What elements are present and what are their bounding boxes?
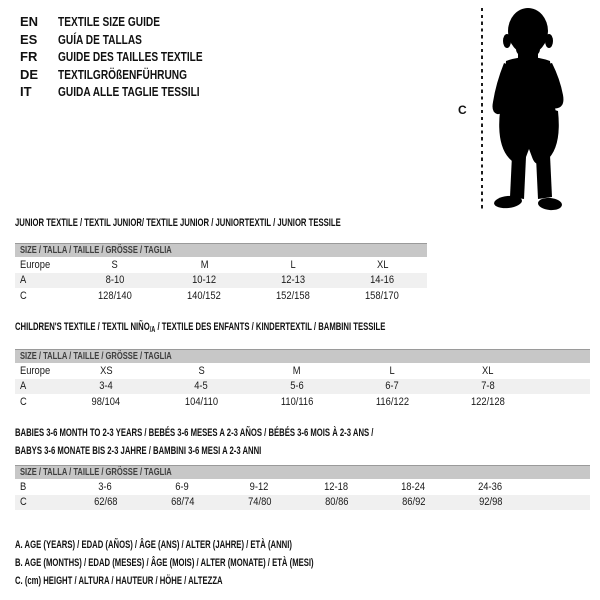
spacer-cell [535, 363, 590, 379]
lang-code: IT [20, 84, 32, 100]
cell: 62/68 [93, 496, 117, 509]
lang-row-de [20, 66, 243, 84]
spacer-cell [529, 479, 590, 495]
cell: M [200, 258, 208, 271]
spacer-cell [535, 394, 590, 410]
cell: S [111, 258, 119, 271]
row-label: C [20, 289, 27, 302]
cell: 92/98 [478, 496, 503, 509]
cell: M [292, 364, 301, 377]
section-babies-textile [15, 424, 590, 510]
cell: 98/104 [91, 395, 121, 408]
subscript: /A [149, 325, 156, 334]
size-table-children [15, 363, 590, 410]
cell: 5-6 [289, 380, 304, 393]
cell: 122/128 [470, 395, 505, 408]
spacer-cell [535, 379, 590, 395]
cell: 152/158 [276, 289, 310, 302]
section-title: BABIES 3-6 MONTH TO 2-3 YEARS / BEBÉS 3-6 MESES A 2-3 AÑOS / BÉBÉS 3-6 MOIS À 2-3 ANS / BABYS 3-6 MONATE BIS 2-3 JAHRE / BAMBINI 3-6 MESI A 2-3 ANNI [15, 427, 374, 457]
spacer-cell [529, 495, 590, 511]
row-label: A [20, 274, 27, 287]
cell: 158/170 [365, 289, 400, 302]
lang-row-es [20, 31, 243, 49]
cell: 6-7 [385, 380, 399, 393]
footnote-legend [15, 536, 442, 590]
cell: 14-16 [370, 274, 395, 287]
lang-row-fr [20, 48, 243, 66]
guide-title: TEXTILE SIZE GUIDE [58, 14, 160, 30]
language-title-list [20, 13, 243, 101]
cell: 9-12 [249, 480, 269, 493]
table-row [15, 479, 590, 495]
cell: L [389, 364, 395, 377]
table-row [15, 394, 590, 410]
cell: 128/140 [98, 289, 133, 302]
cell: 110/116 [280, 395, 313, 408]
row-label: C [20, 496, 27, 509]
cell: 68/74 [170, 496, 195, 509]
height-dotted-line [481, 8, 483, 210]
table-row [15, 273, 427, 289]
cell: 12-13 [281, 274, 306, 287]
cell: 10-12 [192, 274, 217, 287]
footnote-b: B. AGE (MONTHS) / EDAD (MESES) / ÂGE (MOIS) / ALTER (MONATE) / ETÀ (MESI) [15, 557, 314, 569]
cell: XL [481, 364, 494, 377]
size-header-bar: SIZE / TALLA / TAILLE / GRÖSSE / TAGLIA [15, 243, 427, 257]
section-title: CHILDREN'S TEXTILE / TEXTIL $NIÑO_{/A}$ / TEXTILE DES ENFANTS / KINDERTEXTIL / BAMBINI TESSILE [15, 321, 386, 334]
section-junior-textile [15, 217, 427, 304]
cell: XL [376, 258, 389, 271]
guide-title: GUÍA DE TALLAS [58, 31, 142, 47]
row-label: Europe [20, 258, 51, 271]
footnote-a: A. AGE (YEARS) / EDAD (AÑOS) / ÂGE (ANS) / ALTER (JAHRE) / ETÀ (ANNI) [15, 539, 292, 551]
cell: 86/92 [401, 496, 426, 509]
cell: 18-24 [401, 480, 426, 493]
table-row [15, 363, 590, 379]
row-label: Europe [20, 364, 51, 377]
cell: 12-18 [324, 480, 349, 493]
cell: 104/110 [184, 395, 218, 408]
height-marker-label: C [458, 103, 467, 117]
size-table-junior [15, 257, 427, 304]
cell: 7-8 [480, 380, 495, 393]
size-table-babies [15, 479, 590, 510]
section-title: JUNIOR TEXTILE / TEXTIL JUNIOR/ TEXTILE JUNIOR / JUNIORTEXTIL / JUNIOR TESSILE [15, 217, 341, 229]
cell: 24-36 [478, 480, 503, 493]
table-row [15, 379, 590, 395]
table-row [15, 495, 590, 511]
lang-row-en [20, 13, 243, 31]
cell: 140/152 [187, 289, 221, 302]
cell: 4-5 [194, 380, 209, 393]
guide-title: GUIDE DES TAILLES TEXTILE [58, 49, 203, 65]
table-row [15, 257, 427, 273]
toddler-silhouette-icon [487, 5, 581, 211]
lang-code: FR [20, 49, 38, 65]
cell: 80/86 [324, 496, 349, 509]
cell: 8-10 [105, 274, 125, 287]
guide-title: GUIDA ALLE TAGLIE TESSILI [58, 84, 200, 100]
lang-code: ES [20, 31, 38, 47]
cell: 3-6 [98, 480, 113, 493]
lang-code: EN [20, 14, 39, 30]
cell: L [290, 258, 296, 271]
lang-row-it [20, 83, 243, 101]
footnote-c: C. (cm) HEIGHT / ALTURA / HAUTEUR / HÖHE / ALTEZZA [15, 575, 223, 587]
size-header-bar: SIZE / TALLA / TAILLE / GRÖSSE / TAGLIA [15, 349, 590, 363]
section-childrens-textile [15, 321, 590, 410]
table-row [15, 288, 427, 304]
cell: 74/80 [247, 496, 272, 509]
row-label: C [20, 395, 27, 408]
guide-title: TEXTILGRÖßENFÜHRUNG [58, 66, 188, 82]
row-label: A [20, 380, 27, 393]
size-header-bar: SIZE / TALLA / TAILLE / GRÖSSE / TAGLIA [15, 465, 590, 479]
cell: S [198, 364, 205, 377]
lang-code: DE [20, 66, 39, 82]
cell: 3-4 [99, 380, 113, 393]
cell: 6-9 [175, 480, 190, 493]
cell: XS [99, 364, 113, 377]
row-label: B [20, 480, 27, 493]
cell: 116/122 [375, 395, 409, 408]
